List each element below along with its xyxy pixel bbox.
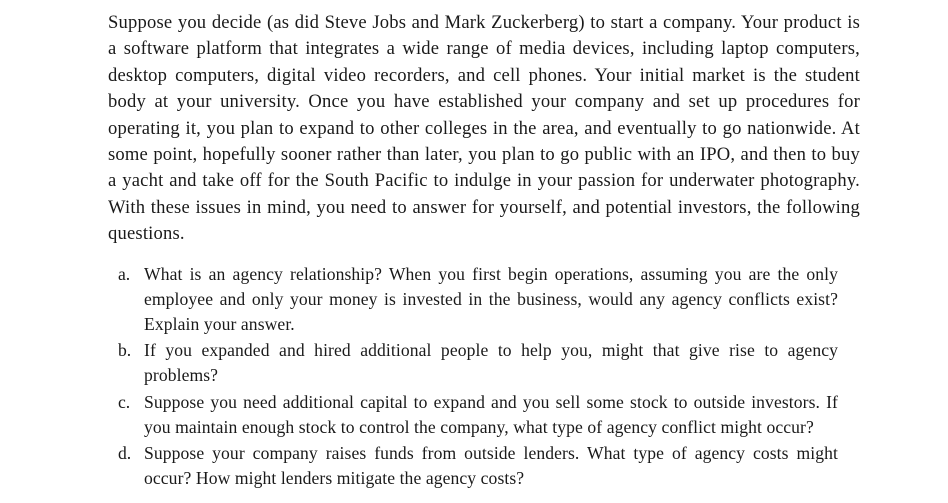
question-text-a: What is an agency relationship? When you first begin operations, assuming you are the only employee and only your money is invested in the business, would any agency conflicts exist? Explain your answer. xyxy=(144,263,838,335)
question-label-d: d. xyxy=(118,443,132,464)
list-item xyxy=(108,262,860,338)
list-item xyxy=(108,441,860,491)
question-text-b: If you expanded and hired additional people to help you, might that give rise to agency problems? xyxy=(144,340,838,386)
question-list xyxy=(108,262,860,492)
intro-paragraph: Suppose you decide (as did Steve Jobs and Mark Zuckerberg) to start a company. Your product is a software platform that integrates a wide range of media devices, including laptop computers, desktop computers, digital video recorders, and cell phones. Your initial market is the student body at your university. Once you have established your company and set up procedures for operating it, you plan to expand to other colleges in the area, and eventually to go nationwide. At some point, hopefully sooner rather than later, you plan to go public with an IPO, and then to buy a yacht and take off for the South Pacific to indulge in your passion for underwater photography. With these issues in mind, you need to answer for yourself, and potential investors, the following questions. xyxy=(108,12,860,245)
question-text-d: Suppose your company raises funds from outside lenders. What type of agency costs might occur? How might lenders mitigate the agency costs? xyxy=(144,443,838,489)
question-text-c: Suppose you need additional capital to expand and you sell some stock to outside investors. If you maintain enough stock to control the company, what type of agency conflict might occur? xyxy=(144,391,838,437)
question-label-a: a. xyxy=(118,263,131,284)
question-label-b: b. xyxy=(118,340,132,361)
list-item xyxy=(108,338,860,388)
list-item xyxy=(108,390,860,440)
question-label-c: c. xyxy=(118,391,131,412)
